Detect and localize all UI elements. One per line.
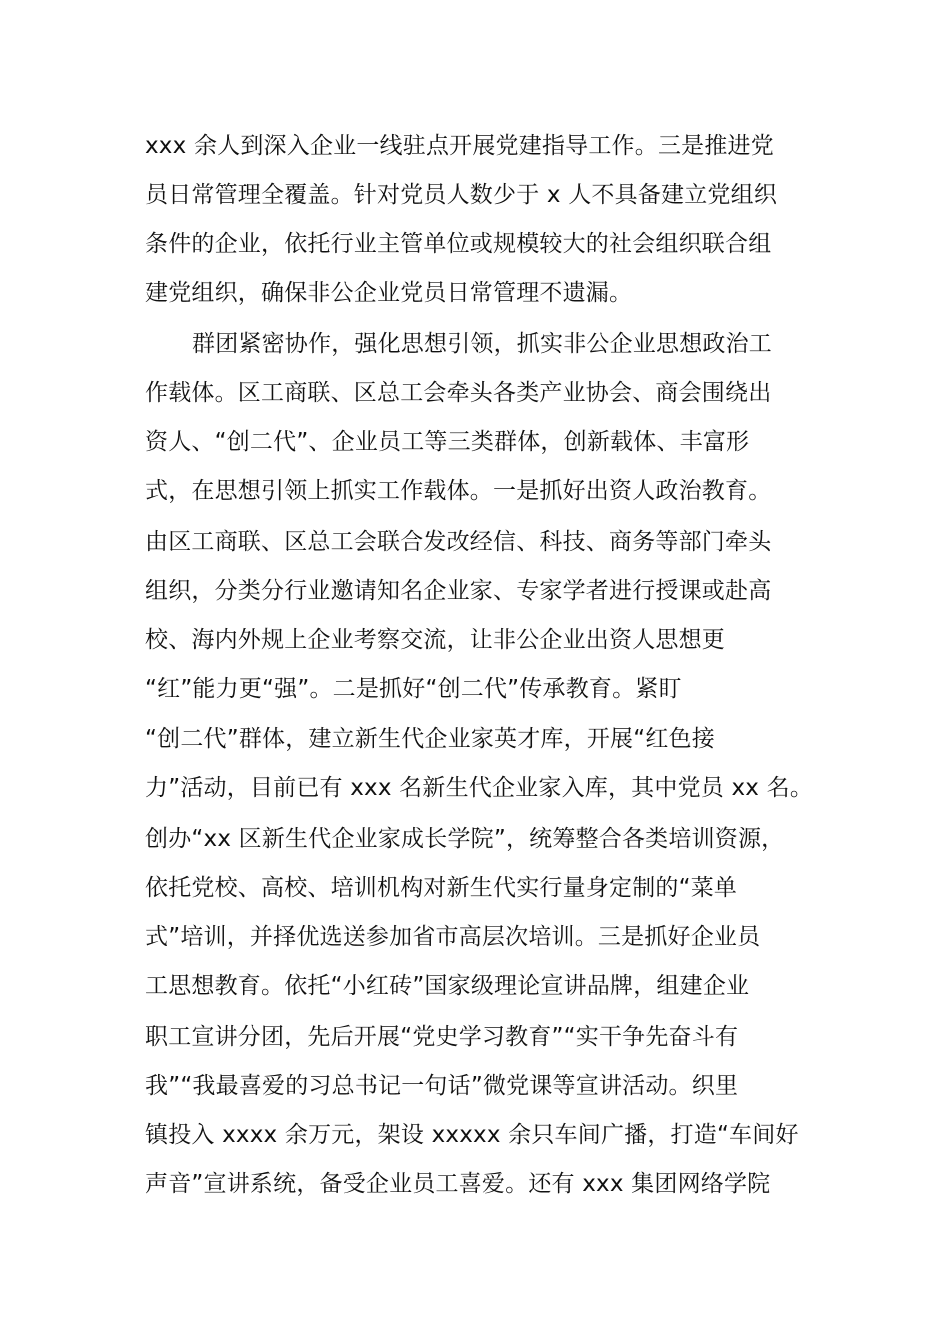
text-line: 资人、“创二代”、企业员工等三类群体，创新载体、丰富形 (145, 429, 750, 455)
text-line: 声音”宣讲系统，备受企业员工喜爱。还有 xxx 集团网络学院 (145, 1171, 771, 1197)
text-line: 校、海内外规上企业考察交流，让非公企业出资人思想更 (145, 627, 725, 653)
text-line: 由区工商联、区总工会联合发改经信、科技、商务等部门牵头 (145, 529, 772, 555)
text-line: 依托党校、高校、培训机构对新生代实行量身定制的“菜单 (145, 875, 738, 901)
text-line: 镇投入 xxxx 余万元，架设 xxxxx 余只车间广播，打造“车间好 (145, 1122, 799, 1148)
text-line: “红”能力更“强”。二是抓好“创二代”传承教育。紧盯 (145, 676, 682, 702)
text-line: 我”“我最喜爱的习总书记一句话”微党课等宣讲活动。织里 (145, 1073, 739, 1099)
text-line: 建党组织，确保非公企业党员日常管理不遗漏。 (145, 280, 633, 306)
text-line: 式”培训，并择优选送参加省市高层次培训。三是抓好企业员 (145, 924, 761, 950)
text-line: xxx 余人到深入企业一线驻点开展党建指导工作。三是推进党 (145, 133, 774, 159)
text-line: 力”活动，目前已有 xxx 名新生代企业家入库，其中党员 xx 名。 (145, 775, 814, 801)
paragraph-first-line: 群团紧密协作，强化思想引领，抓实非公企业思想政治工 (192, 331, 772, 357)
text-line: 式，在思想引领上抓实工作载体。一是抓好出资人政治教育。 (145, 478, 772, 504)
text-line: 条件的企业，依托行业主管单位或规模较大的社会组织联合组 (145, 231, 772, 257)
text-line: “创二代”群体，建立新生代企业家英才库，开展“红色接 (145, 726, 715, 752)
text-line: 组织，分类分行业邀请知名企业家、专家学者进行授课或赴高 (145, 578, 772, 604)
text-line: 作载体。区工商联、区总工会牵头各类产业协会、商会围绕出 (145, 380, 772, 406)
text-line: 创办“xx 区新生代企业家成长学院”，统筹整合各类培训资源， (145, 826, 785, 852)
text-line: 员日常管理全覆盖。针对党员人数少于 x 人不具备建立党组织 (145, 182, 778, 208)
text-line: 工思想教育。依托“小红砖”国家级理论宣讲品牌，组建企业 (145, 973, 750, 999)
text-line: 职工宣讲分团，先后开展“党史学习教育”“实干争先奋斗有 (145, 1024, 739, 1050)
